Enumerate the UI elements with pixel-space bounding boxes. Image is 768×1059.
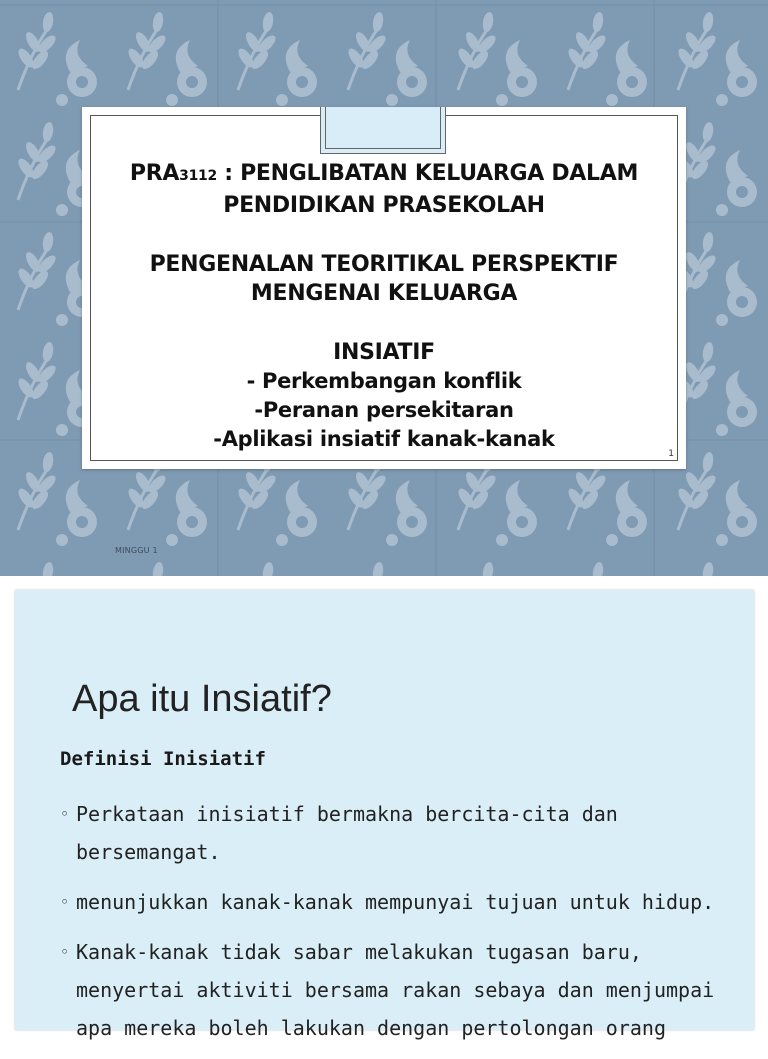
bullet-icon: ◦ [60,893,70,911]
slide-number: 1 [668,449,674,459]
title-line-1: PRA3112 : PENGLIBATAN KELUARGA DALAM [129,161,639,186]
slide-subheading: Definisi Inisiatif [60,748,266,770]
bullet-text: Kanak-kanak tidak sabar melakukan tugasan baru, menyertai aktiviti bersama rakan sebaya dan menjumpai apa mereka boleh lakukan dengan pertolongan orang [76,940,715,1040]
title-card-tab [320,107,446,154]
content-card [15,590,754,1040]
list-item [60,795,740,871]
bullet-icon: ◦ [60,805,70,823]
bullet-icon: ◦ [60,943,70,961]
title-line-2: PENDIDIKAN PRASEKOLAH [223,193,545,218]
slide-footer: MINGGU 1 [115,546,158,555]
list-item [60,883,740,921]
bullet-list [60,795,740,1059]
slide-heading: Apa itu Insiatif? [72,678,332,720]
title-line-6: - Perkembangan konflik [246,369,522,393]
title-card [82,107,686,469]
bullet-text: menunjukkan kanak-kanak mempunyai tujuan untuk hidup. [76,890,715,914]
slide-title [82,159,686,454]
bullet-text: Perkataan inisiatif bermakna bercita-cita dan bersemangat. [76,802,618,864]
list-item [60,933,740,1047]
title-line-5: INSIATIF [333,340,435,365]
title-line-3: PENGENALAN TEORITIKAL PERSPEKTIF [149,252,619,277]
title-line-8: -Aplikasi insiatif kanak-kanak [213,427,555,451]
content-slide [0,576,768,1040]
title-line-4: MENGENAI KELUARGA [250,281,518,306]
title-line-7: -Peranan persekitaran [254,398,514,422]
